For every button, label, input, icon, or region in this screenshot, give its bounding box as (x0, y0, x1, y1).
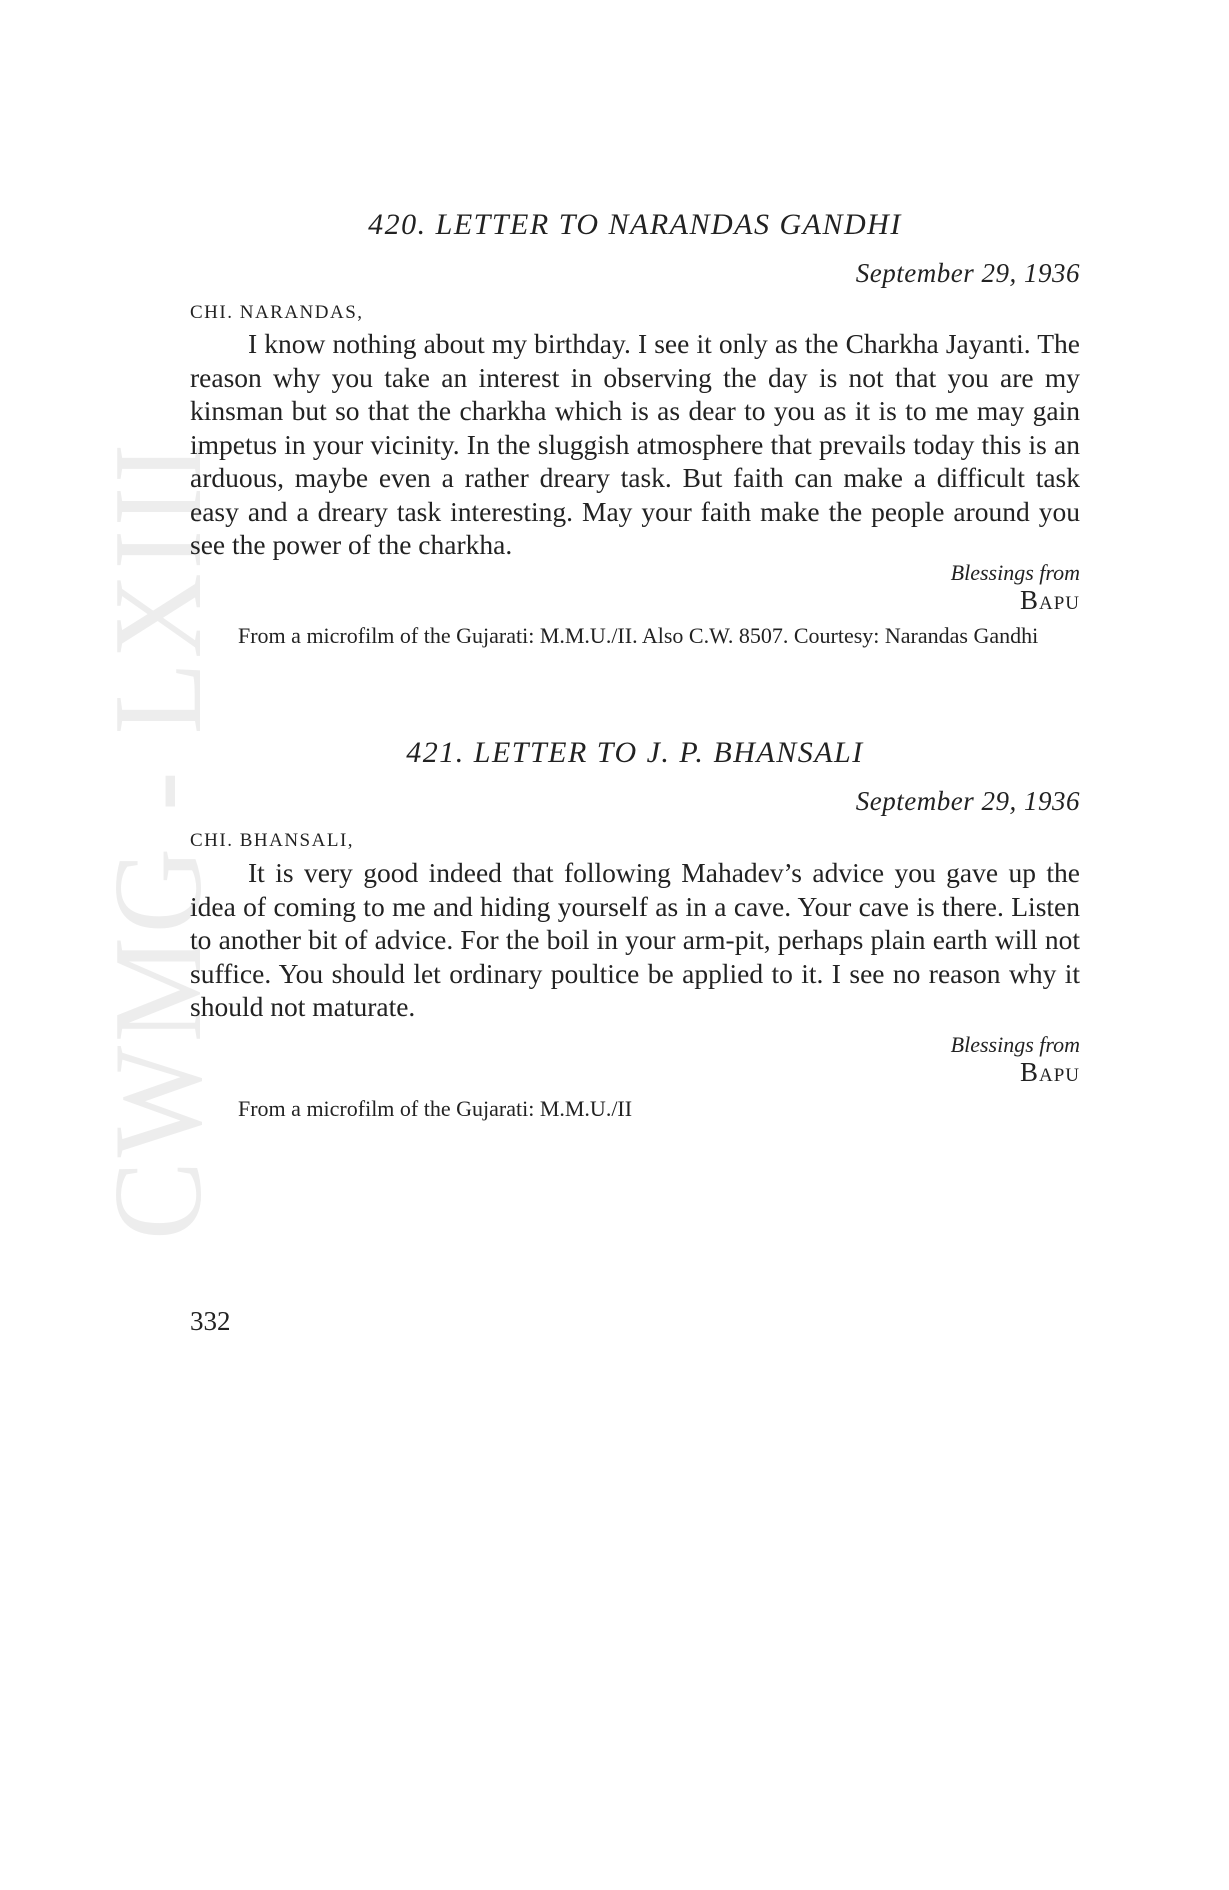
letter-421-salutation: CHI. BHANSALI, (190, 830, 355, 851)
letter-420-body: I know nothing about my birthday. I see it only as the Charkha Jayanti. The reason why you take an interest in observing the day is not that you are my kinsman but so that the charkha which is as dear to you as it is to me may gain impetus in your vicinity. In the sluggish atmosphere that prevails today this is an arduous, maybe even a rather dreary task. But faith can make a difficult task easy and a dreary task interesting. May your faith make the people around you see the power of the charkha. (190, 328, 1080, 560)
letter-421-source: From a microfilm of the Gujarati: M.M.U./II (238, 1096, 633, 1121)
letter-421-body: It is very good indeed that following Mahadev’s advice you gave up the idea of coming to me and hiding yourself as in a cave. Your cave is there. Listen to another bit of advice. For the boil in your arm-pit, perhaps plain earth will not suffice. You should let ordinary poultice be applied to it. I see no reason why it should not maturate. (190, 857, 1080, 1022)
document-page (190, 0, 1080, 1890)
letter-420-source: From a microfilm of the Gujarati: M.M.U./II. Also C.W. 8507. Courtesy: Narandas Gandhi (238, 623, 1039, 648)
letter-421-title: 421. LETTER TO J. P. BHANSALI (406, 736, 864, 769)
letter-420-salutation: CHI. NARANDAS, (190, 302, 364, 323)
letter-421-closing: Blessings from (950, 1032, 1080, 1057)
watermark-text: CWMG - LXIII (89, 387, 228, 1240)
letter-420-date: September 29, 1936 (855, 258, 1080, 288)
page-number: 332 (190, 1306, 231, 1336)
letter-421-date: September 29, 1936 (855, 786, 1080, 816)
letter-420-title: 420. LETTER TO NARANDAS GANDHI (368, 208, 902, 241)
letter-420-closing: Blessings from (950, 560, 1080, 585)
letter-421-signature: Bapu (1019, 1057, 1080, 1087)
letter-420-signature: Bapu (1019, 585, 1080, 615)
